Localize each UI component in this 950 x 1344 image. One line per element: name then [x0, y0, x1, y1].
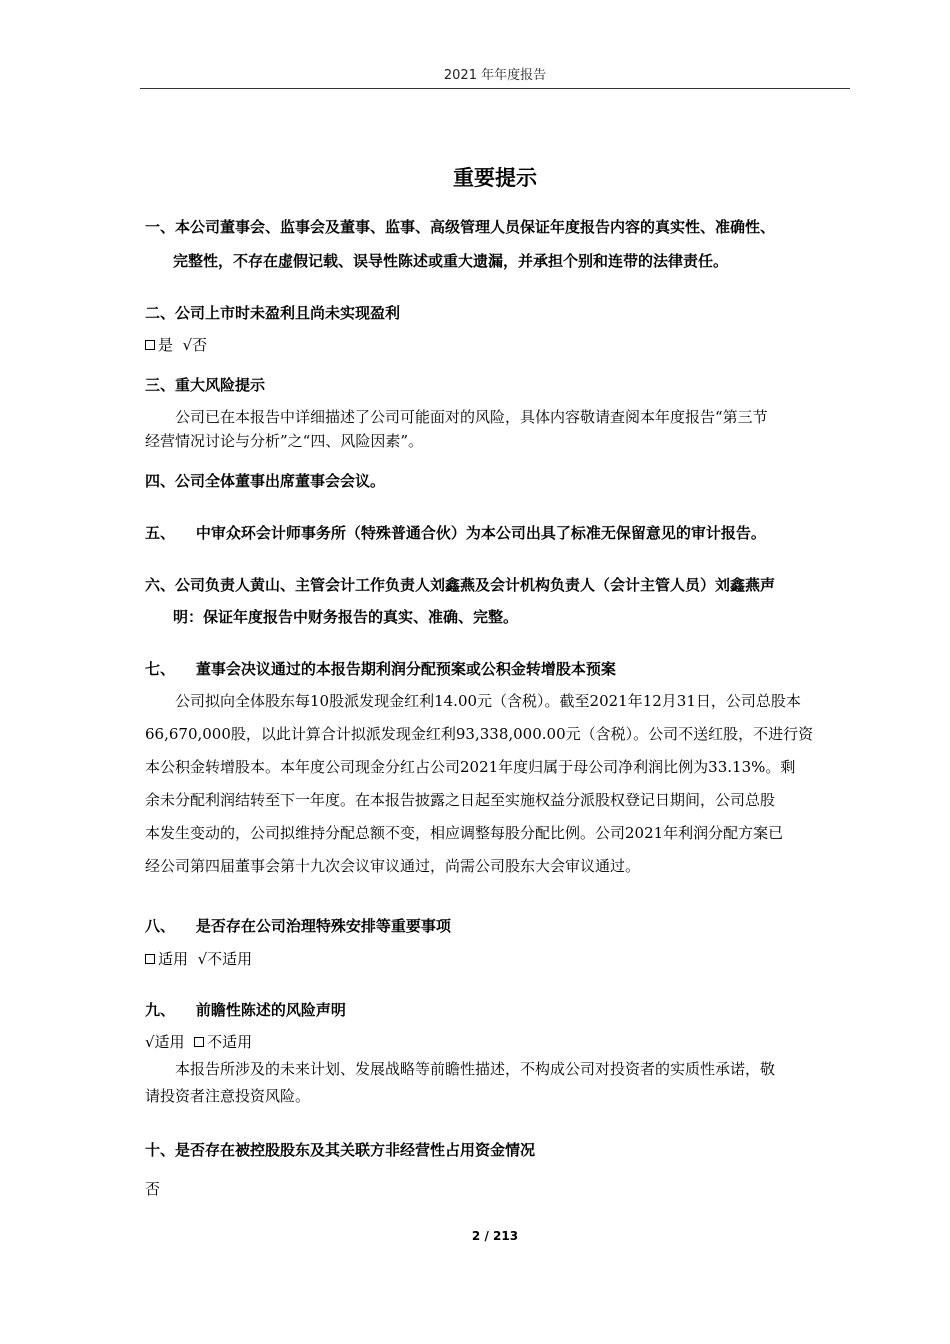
section-3-text-line-2: 经营情况讨论与分析”之“四、风险因素”。	[145, 432, 424, 450]
section-9-text-line-1: 本报告所涉及的未来计划、发展战略等前瞻性描述，不构成公司对投资者的实质性承诺，敬	[175, 1060, 776, 1078]
checkbox-icon	[194, 1037, 204, 1047]
section-9-number: 九、	[145, 1001, 176, 1019]
section-7-paragraph-line-5: 本发生变动的，公司拟维持分配总额不变，相应调整每股分配比例。公司2021年利润分配方案已	[145, 824, 784, 842]
section-10-heading: 十、是否存在被控股股东及其关联方非经营性占用资金情况	[145, 1141, 536, 1159]
option-not-applicable: √不适用	[197, 950, 253, 968]
section-7-paragraph-line-2: 66,670,000股，以此计算合计拟派发现金红利93,338,000.00元（含税）。公司不送红股，不进行资	[145, 725, 814, 743]
section-10-answer: 否	[145, 1180, 161, 1198]
option-applicable: √适用	[145, 1033, 185, 1051]
checkbox-icon	[145, 340, 155, 350]
section-2-heading: 二、公司上市时未盈利且尚未实现盈利	[145, 304, 401, 322]
section-8-options	[145, 948, 252, 969]
running-header: 2021 年年度报告	[443, 68, 547, 83]
section-9-text-line-2: 请投资者注意投资风险。	[145, 1087, 311, 1105]
checkbox-icon	[145, 954, 155, 964]
section-1-line-1: 一、本公司董事会、监事会及董事、监事、高级管理人员保证年度报告内容的真实性、准确性、	[145, 218, 776, 236]
section-7-heading	[145, 658, 855, 679]
section-6-line-1: 六、公司负责人黄山、主管会计工作负责人刘鑫燕及会计机构负责人（会计主管人员）刘鑫燕声	[145, 576, 776, 594]
section-8-heading	[145, 915, 855, 936]
section-7-text: 董事会决议通过的本报告期利润分配预案或公积金转增股本预案	[195, 660, 616, 678]
section-7-paragraph-line-1: 公司拟向全体股东每10股派发现金红利14.00元（含税）。截至2021年12月31日，公司总股本	[175, 692, 801, 710]
option-not-applicable: 不适用	[207, 1033, 253, 1051]
section-5-number: 五、	[145, 524, 176, 542]
section-4-heading: 四、公司全体董事出席董事会会议。	[145, 472, 386, 490]
section-7-paragraph-line-4: 余未分配利润结转至下一年度。在本报告披露之日起至实施权益分派股权登记日期间，公司总股	[145, 791, 776, 809]
option-no: √否	[182, 336, 208, 354]
section-8-text: 是否存在公司治理特殊安排等重要事项	[195, 917, 451, 935]
page-title: 重要提示	[453, 166, 537, 190]
section-7-paragraph-line-6: 经公司第四届董事会第十九次会议审议通过，尚需公司股东大会审议通过。	[145, 857, 641, 875]
section-7-number: 七、	[145, 660, 176, 678]
section-9-text: 前瞻性陈述的风险声明	[195, 1001, 346, 1019]
section-2-options	[145, 334, 207, 355]
section-5-text: 中审众环会计师事务所（特殊普通合伙）为本公司出具了标准无保留意见的审计报告。	[195, 524, 766, 542]
section-3-text-line-1: 公司已在本报告中详细描述了公司可能面对的风险，具体内容敬请查阅本年度报告“第三节	[175, 408, 768, 426]
option-applicable: 适用	[158, 950, 189, 968]
section-1-line-2: 完整性，不存在虚假记载、误导性陈述或重大遗漏，并承担个别和连带的法律责任。	[173, 252, 729, 270]
section-7-paragraph-line-3: 本公积金转增股本。本年度公司现金分红占公司2021年度归属于母公司净利润比例为33.13%。剩	[145, 758, 796, 776]
section-5-heading	[145, 522, 855, 543]
section-3-heading: 三、重大风险提示	[145, 376, 266, 394]
page-number: 2 / 213	[471, 1229, 519, 1243]
header-divider	[140, 88, 850, 89]
section-6-line-2: 明：保证年度报告中财务报告的真实、准确、完整。	[173, 608, 519, 626]
section-9-options	[145, 1031, 252, 1052]
section-8-number: 八、	[145, 917, 176, 935]
option-yes: 是	[158, 336, 174, 354]
section-9-heading	[145, 999, 855, 1020]
